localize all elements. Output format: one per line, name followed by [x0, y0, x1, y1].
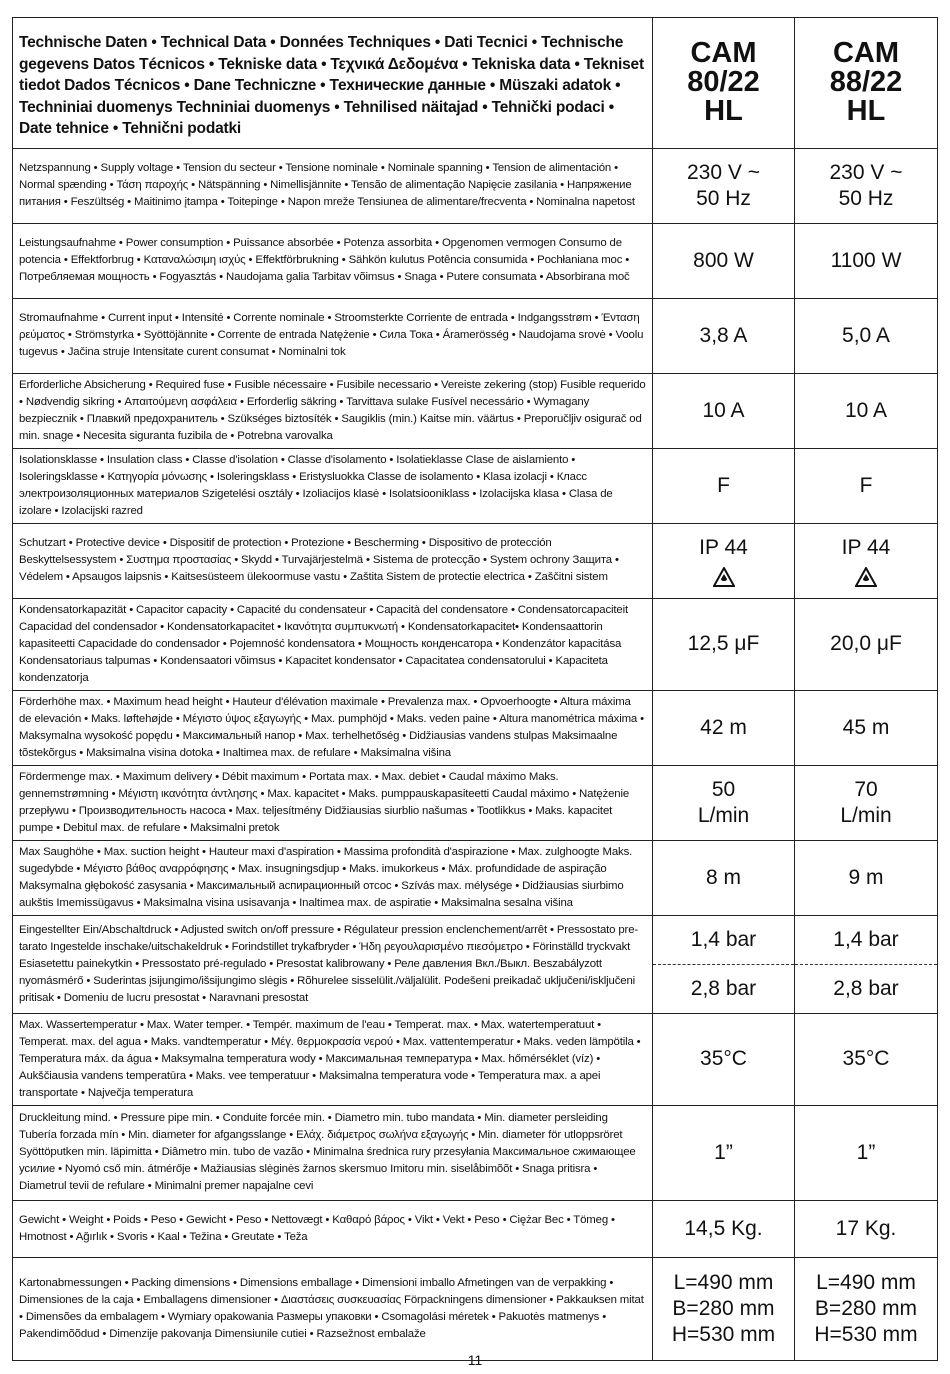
model-cam-88-22-hl: CAM 88/22 HL: [795, 18, 938, 149]
row-capacitor-capacity: [13, 598, 938, 690]
row-max-delivery: [13, 765, 938, 840]
row-weight: [13, 1200, 938, 1257]
row-switch-pressure: [13, 915, 938, 1013]
value-model-1: 230 V ~ 50 Hz: [653, 148, 795, 223]
row-current-input: [13, 298, 938, 373]
technical-data-table: [12, 17, 938, 1361]
value-model-1: [653, 915, 795, 1013]
switch-on-pressure: 1,4 bar: [795, 916, 937, 965]
value-model-2: 5,0 A: [795, 298, 938, 373]
header-label: Technische Daten • Technical Data • Données Techniques • Dati Tecnici • Technische gegevens Datos Técnicos • Tekniske data • Τεχνικά Δεδομένα • Tekniska data • Tekniset tiedot Dados Técnicos • Dane Techniczne • Технические данные • Müszaki adatok • Techniniai duomenys Techniniai duomenys • Tehnilised näitajad • Tehnički podaci • Date tehnice • Tehnični podatki: [13, 18, 653, 149]
row-label: Förderhöhe max. • Maximum head height • Hauteur d'élévation maximale • Prevalenza max. • Opvoerhoogte • Altura máxima de elevación • Maks. løftehøjde • Μέγιστο ύψος εξαγωγής • Max. pumphöjd • Maks. veden paine • Altura manométrica máxima • Maksymalna wysokość popędu • Максимальный напор • Max. terhelhetőség • Didžiausias vandens stulpas Maksimaalne tõstekõrgus • Maksimalna visina dotoka • Inaltimea max. de refulare • Maksimalna višina: [13, 690, 653, 765]
value-model-1: 35°C: [653, 1013, 795, 1105]
row-label: Erforderliche Absicherung • Required fuse • Fusible nécessaire • Fusibile necessario • Vereiste zekering (stop) Fusible requerido • Nødvendig sikring • Απαιτούμενη ασφάλεια • Erforderlig säkring • Tarvittava sulake Fusível necessário • Wymagany bezpiecznik • Плавкий предохранитель • Szükséges biztosíték • Saugiklis (min.) Kaitse min. väärtus • Preporučljiv osigurač od min. snage • Necesita siguranta fuzibila de • Potrebna varovalka: [13, 373, 653, 448]
row-required-fuse: [13, 373, 938, 448]
row-packing-dimensions: [13, 1257, 938, 1360]
value-model-1: F: [653, 448, 795, 523]
row-label: Eingestellter Ein/Abschaltdruck • Adjusted switch on/off pressure • Régulateur pression enclenchement/arrêt • Pressostato pre-tarato Ingestelde inschake/uitschakeldruk • Forindstillet trykafbryder • Ήδη ρεγουλαρισμένο πιεσόμετρο • Förinställd tryckvakt Esiasetettu painekytkin • Pressostato pré-regulado • Presostat kalibrowany • Реле давления Вкл./Выкл. Beszabályzott nyomásmérő • Suderintas įsijungimo/išsijungimo slėgis • Rõhurelee sisselülit./väljalülit. Podešeni preikadač uključeni/isključeni pritisak • Domeniu de lucru presostat • Naravnani presostat: [13, 915, 653, 1013]
value-model-2: 70 L/min: [795, 765, 938, 840]
model-cam-80-22-hl: CAM 80/22 HL: [653, 18, 795, 149]
value-model-2: 9 m: [795, 840, 938, 915]
value-model-2: 1100 W: [795, 223, 938, 298]
row-label: Max Saughöhe • Max. suction height • Hauteur maxi d'aspiration • Massima profondità d'aspirazione • Max. zulghoogte Maks. sugedybde • Μέγιστο βάθος αναρρόφησης • Max. insugningsdjup • Maks. imukorkeus • Máx. profundidade de aspiração Maksymalna głębokość zasysania • Максимальный аспирационный отсос • Szívás max. mélysége • Didžiausias siurbimo aukštis Imemissügavus • Maksimalna visina usisavanja • Inaltimea max. de aspiratie • Maksimalna sesalna višina: [13, 840, 653, 915]
row-label: Fördermenge max. • Maximum delivery • Débit maximum • Portata max. • Max. debiet • Caudal máximo Maks. gennemstrømning • Μέγιστη ικανότητα άντλησης • Max. kapacitet • Maks. pumppauskapasiteetti Caudal máximo • Natężenie przepływu • Производительность насоса • Max. teljesítmény Didžiausias siurblio našumas • Tootlikkus • Maks. kapacitet pumpe • Debitul max. de refulare • Maksimalni pretok: [13, 765, 653, 840]
value-model-1: 42 m: [653, 690, 795, 765]
value-model-2: 20,0 μF: [795, 598, 938, 690]
row-max-water-temperature: [13, 1013, 938, 1105]
value-model-2: 35°C: [795, 1013, 938, 1105]
value-model-2: [795, 915, 938, 1013]
value-model-1: IP 44: [653, 523, 795, 598]
value-model-1: 1”: [653, 1105, 795, 1200]
value-model-1: 8 m: [653, 840, 795, 915]
row-label: Max. Wassertemperatur • Max. Water temper. • Tempér. maximum de l'eau • Temperat. max. • Max. watertemperatuut • Temperat. max. del agua • Maks. vandtemperatur • Μέγ. θερμοκρασία νερού • Max. vattentemperatur • Maks. veden lämpötila • Temperatura máx. da água • Maksymalna temperatura wody • Максимальная температура • Max. hőmérséklet (víz) • Aukščiausia vandens temperatūra • Maks. vee temperatuur • Maksimalna temperatura vode • Temperatura max. a apei transportate • Največja temperatura: [13, 1013, 653, 1105]
row-label: Stromaufnahme • Current input • Intensité • Corrente nominale • Stroomsterkte Corriente de entrada • Indgangsstrøm • Ένταση ρεύματος • Strömstyrka • Syöttöjännite • Corrente de entrada Natężenie • Сила Тока • Áramerösség • Naudojama srovė • Voolu tugevus • Jačina struje Intensitate curent consumat • Nominalni tok: [13, 298, 653, 373]
value-model-2: L=490 mm B=280 mm H=530 mm: [795, 1257, 938, 1360]
row-label: Leistungsaufnahme • Power consumption • Puissance absorbée • Potenza assorbita • Opgenomen vermogen Consumo de potencia • Effektforbrug • Καταναλώσιμη ισχύς • Effektförbrukning • Sähkön kulutus Potência consumida • Pochłaniana moc • Потребляемая мощность • Fogyasztás • Naudojama galia Tarbitav võimsus • Snaga • Putere consumata • Absorbirana moč: [13, 223, 653, 298]
value-model-2: IP 44: [795, 523, 938, 598]
page-number: 11: [467, 1352, 483, 1368]
row-pressure-pipe-min: [13, 1105, 938, 1200]
switch-on-pressure: 1,4 bar: [653, 916, 794, 965]
value-model-2: 45 m: [795, 690, 938, 765]
header-row: [13, 18, 938, 149]
value-model-2: 17 Kg.: [795, 1200, 938, 1257]
value-model-1: 800 W: [653, 223, 795, 298]
row-label: Schutzart • Protective device • Dispositif de protection • Protezione • Bescherming • Dispositivo de protección Beskyttelsessystem • Συστημα προστασίας • Skydd • Turvajärjestelmä • Sistema de protecção • System ochrony Защита • Védelem • Apsaugos laipsnis • Kaitsesüsteem ülekoormuse vastu • Zaštita Sistem de protectie electrica • Zaščitni sistem: [13, 523, 653, 598]
value-model-1: L=490 mm B=280 mm H=530 mm: [653, 1257, 795, 1360]
value-model-2: 230 V ~ 50 Hz: [795, 148, 938, 223]
row-max-head-height: [13, 690, 938, 765]
row-max-suction-height: [13, 840, 938, 915]
row-power-consumption: [13, 223, 938, 298]
value-model-1: 3,8 A: [653, 298, 795, 373]
row-label: Kartonabmessungen • Packing dimensions • Dimensions emballage • Dimensioni imballo Afmetingen van de verpakking • Dimensiones de la caja • Emballagens dimensioner • Διαστάσεις συσκευασίας Förpackningens dimensioner • Pakkauksen mitat • Dimensões da embalagem • Wymiary opakowania Размеры упаковки • Csomagolási méretek • Pakuotės matmenys • Pakendimõõdud • Dimenzije pakovanja Dimensiunile cutiei • Razsežnost embalaže: [13, 1257, 653, 1360]
warning-triangle-icon: [713, 567, 735, 587]
value-model-1: 50 L/min: [653, 765, 795, 840]
row-label: Gewicht • Weight • Poids • Peso • Gewicht • Peso • Nettovægt • Καθαρό βάρος • Vikt • Vekt • Peso • Ciężar Bec • Tömeg • Hmotnost • Ağırlık • Svoris • Kaal • Težina • Greutate • Teža: [13, 1200, 653, 1257]
value-model-2: 10 A: [795, 373, 938, 448]
row-label: Netzspannung • Supply voltage • Tension du secteur • Tensione nominale • Nominale spanning • Tension de alimentación • Normal spænding • Τάση παροχής • Nätspänning • Nimellisjännite • Tensão de alimentação Napięcie zasilania • Напряжение питания • Feszültség • Maitinimo įtampa • Toitepinge • Napon mreže Tensiunea de alimentare/frecventa • Nominalna napetost: [13, 148, 653, 223]
value-model-2: 1”: [795, 1105, 938, 1200]
row-label: Druckleitung mind. • Pressure pipe min. • Conduite forcée min. • Diametro min. tubo mandata • Min. diameter persleiding Tubería forzada mín • Min. diameter for afgangsslange • Ελάχ. διάμετρος σωλήνα εξαγωγής • Min. diameter för utloppsröret Syöttöputken min. läpimitta • Diâmetro min. tubo de vazão • Minimalna średnica rury przesyłania Максимальное сжимающее усилие • Nyomó cső min. átmérője • Mažiausias slėginės žarnos skersmuo Imitoru min. siselåbimõõt • Snaga pritisra • Diametrul tevii de refulare • Minimalni premer napajalne cevi: [13, 1105, 653, 1200]
value-model-1: 12,5 μF: [653, 598, 795, 690]
warning-triangle-icon: [855, 567, 877, 587]
value-model-1: 10 A: [653, 373, 795, 448]
row-supply-voltage: [13, 148, 938, 223]
value-model-1: 14,5 Kg.: [653, 1200, 795, 1257]
row-label: Kondensatorkapazität • Capacitor capacity • Capacité du condensateur • Capacità del condensatore • Condensatorcapaciteit Capacidad del condensador • Kondensatorkapacitet • Ικανότητα συμπυκνωτή • Kondensatorkapacitet• Kondensaattorin kapasiteetti Capacidade do condensador • Pojemność kondensatora • Мощность конденсатора • Kondenzátor kapacitása Kondensatoriaus talpumas • Kondensaatori võimsus • Kapacitet kondensator • Capacitatea condensatorului • Kapaciteta kondenzatorja: [13, 598, 653, 690]
switch-off-pressure: 2,8 bar: [690, 976, 757, 1000]
row-insulation-class: [13, 448, 938, 523]
value-model-2: F: [795, 448, 938, 523]
switch-off-pressure: 2,8 bar: [833, 976, 899, 1000]
row-protective-device: [13, 523, 938, 598]
row-label: Isolationsklasse • Insulation class • Classe d'isolation • Classe d'isolamento • Isolatieklasse Clase de aislamiento • Isoleringsklasse • Κατηγορία μόνωσης • Isoleringsklass • Eristysluokka Classe de isolamento • Klasa izolacji • Класс электроизоляционных материалов Szigetelési osztály • Izoliacijos klasė • Isolatsiooniklass • Izolacijska klasa • Clasa de izolare • Izolacijski razred: [13, 448, 653, 523]
